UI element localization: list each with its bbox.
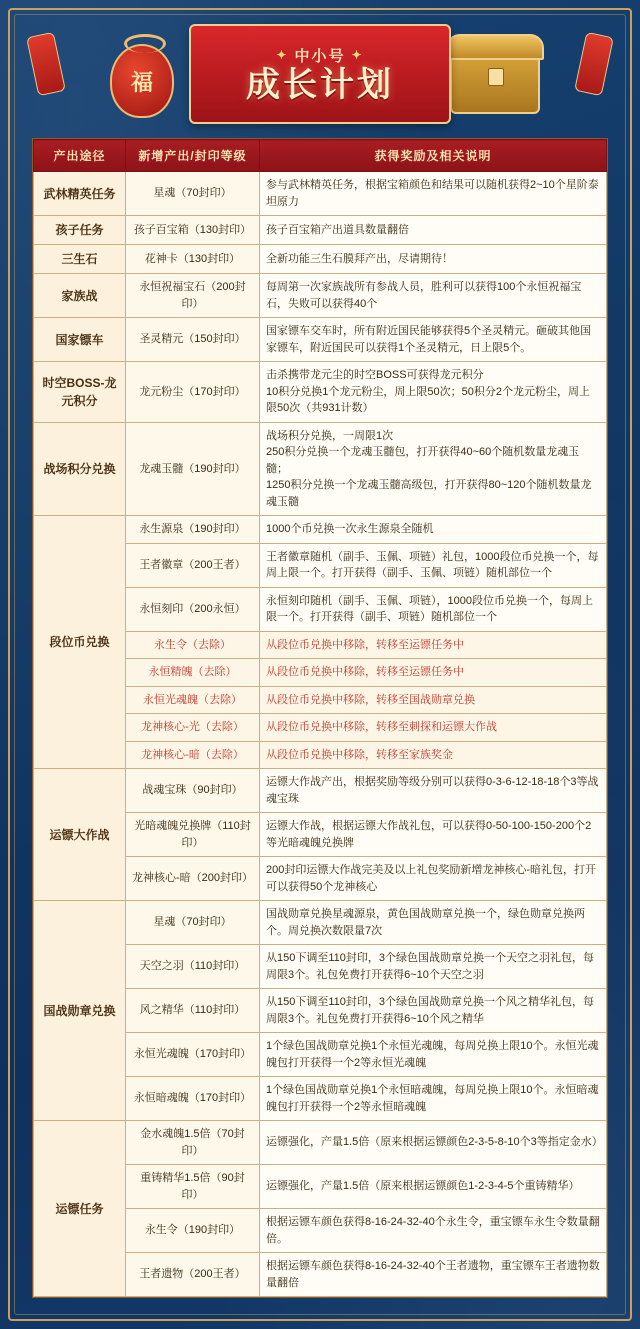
table-row <box>34 274 607 318</box>
row-description: 运镖大作战，根据运镖大作战礼包，可以获得0-50-100-150-200个2等光暗魂魄兑换牌 <box>260 813 607 857</box>
lantern-icon <box>574 32 614 97</box>
content-table-wrap <box>32 138 608 1298</box>
row-description: 永恒刻印随机（副手、玉佩、项链），1000段位币兑换一个，每周上限一个。打开获得（副手、项链）随机部位一个 <box>260 587 607 631</box>
table-row <box>34 362 607 423</box>
row-item-name: 星魂（70封印） <box>126 172 260 216</box>
row-item-name: 永恒暗魂魄（170封印） <box>126 1077 260 1121</box>
row-description: 每周第一次家族战所有参战人员，胜利可以获得100个永恒祝福宝石，失败可以获得40个 <box>260 274 607 318</box>
row-description: 击杀携带龙元尘的时空BOSS可获得龙元积分 10积分兑换1个龙元粉尘，周上限50次；50积分2个龙元粉尘，周上限50次（共931计数） <box>260 362 607 423</box>
row-item-name: 永生令（190封印） <box>126 1209 260 1253</box>
row-description: 根据运镖车颜色获得8-16-24-32-40个永生令，重宝镖车永生令数量翻倍。 <box>260 1209 607 1253</box>
row-description: 运镖强化，产量1.5倍（原来根据运镖颜色2-3-5-8-10个3等指定金水） <box>260 1121 607 1165</box>
row-category: 时空BOSS-龙元积分 <box>34 362 126 423</box>
row-description: 国家镖车交车时，所有附近国民能够获得5个圣灵精元。砸破其他国家镖车，附近国民可以获得1个圣灵精元，日上限5个。 <box>260 318 607 362</box>
row-category: 三生石 <box>34 245 126 274</box>
table-row <box>34 318 607 362</box>
row-description: 从150下调至110封印，3个绿色国战勋章兑换一个风之精华礼包，每周限3个。礼包免费打开获得6~10个风之精华 <box>260 989 607 1033</box>
row-item-name: 金水魂魄1.5倍（70封印） <box>126 1121 260 1165</box>
row-item-name: 光暗魂魄兑换牌（110封印） <box>126 813 260 857</box>
row-item-name: 王者遗物（200王者） <box>126 1253 260 1297</box>
row-item-name: 龙魂玉髓（190封印） <box>126 422 260 516</box>
row-description: 200封印运镖大作战完美及以上礼包奖励新增龙神核心-暗礼包，打开可以获得50个龙神核心 <box>260 857 607 901</box>
table-row <box>34 216 607 245</box>
row-description: 从段位币兑换中移除，转移至刺探和运镖大作战 <box>260 714 607 742</box>
row-description: 孩子百宝箱产出道具数量翻倍 <box>260 216 607 245</box>
row-description: 从段位币兑换中移除，转移至家族奖金 <box>260 741 607 769</box>
row-item-name: 孩子百宝箱（130封印） <box>126 216 260 245</box>
star-icon: ✦ <box>351 48 364 63</box>
content-table <box>33 139 607 1297</box>
row-description: 1个绿色国战勋章兑换1个永恒暗魂魄，每周兑换上限10个。永恒暗魂魄包打开获得一个2等永恒暗魂魄 <box>260 1077 607 1121</box>
row-description: 从段位币兑换中移除，转移至运镖任务中 <box>260 659 607 687</box>
row-item-name: 战魂宝珠（90封印） <box>126 769 260 813</box>
row-description: 运镖大作战产出，根据奖励等级分别可以获得0-3-6-12-18-18个3等战魂宝珠 <box>260 769 607 813</box>
star-icon: ✦ <box>276 48 289 63</box>
row-description: 王者徽章随机（副手、玉佩、项链）礼包，1000段位币兑换一个，每周上限一个。打开获得（副手、玉佩、项链）随机部位一个 <box>260 543 607 587</box>
table-body <box>34 172 607 1297</box>
row-category: 国战勋章兑换 <box>34 901 126 1121</box>
row-category: 孩子任务 <box>34 216 126 245</box>
row-description: 国战勋章兑换星魂源泉，黄色国战勋章兑换一个，绿色勋章兑换两个。周兑换次数限量7次 <box>260 901 607 945</box>
table-row <box>34 901 607 945</box>
row-description: 战场积分兑换，一周限1次 250积分兑换一个龙魂玉髓包，打开获得40~60个随机数量龙魂玉髓； 1250积分兑换一个龙魂玉髓高级包，打开获得80~120个随机数量龙魂玉髓 <box>260 422 607 516</box>
treasure-chest-icon <box>450 48 540 114</box>
row-description: 参与武林精英任务，根据宝箱颜色和结果可以随机获得2~10个星阶泰坦原力 <box>260 172 607 216</box>
row-item-name: 花神卡（130封印） <box>126 245 260 274</box>
row-description: 根据运镖车颜色获得8-16-24-32-40个王者遗物，重宝镖车王者遗物数量翻倍 <box>260 1253 607 1297</box>
column-header-desc: 获得奖励及相关说明 <box>260 140 607 172</box>
column-header-item: 新增产出/封印等级 <box>126 140 260 172</box>
row-item-name: 龙元粉尘（170封印） <box>126 362 260 423</box>
row-category: 武林精英任务 <box>34 172 126 216</box>
row-item-name: 永生令（去除） <box>126 631 260 659</box>
table-row <box>34 422 607 516</box>
table-row <box>34 1121 607 1165</box>
row-item-name: 龙神核心-光（去除） <box>126 714 260 742</box>
pouch-char: 福 <box>130 69 153 95</box>
row-description: 从段位币兑换中移除，转移至运镖任务中 <box>260 631 607 659</box>
row-category: 国家镖车 <box>34 318 126 362</box>
page-title: 成长计划 <box>246 65 394 104</box>
row-description: 从段位币兑换中移除，转移至国战勋章兑换 <box>260 686 607 714</box>
table-row <box>34 769 607 813</box>
row-description: 运镖强化，产量1.5倍（原来根据运镖颜色1-2-3-4-5个重铸精华） <box>260 1165 607 1209</box>
row-item-name: 永恒刻印（200永恒） <box>126 587 260 631</box>
row-category: 运镖任务 <box>34 1121 126 1297</box>
row-item-name: 永恒光魂魄（去除） <box>126 686 260 714</box>
row-item-name: 永恒光魂魄（170封印） <box>126 1033 260 1077</box>
table-row <box>34 172 607 216</box>
row-category: 段位币兑换 <box>34 516 126 769</box>
row-item-name: 永恒祝福宝石（200封印） <box>126 274 260 318</box>
lantern-icon <box>26 32 66 97</box>
row-item-name: 龙神核心-暗（200封印） <box>126 857 260 901</box>
badge <box>276 45 363 66</box>
row-description: 全新功能三生石膜拜产出，尽请期待！ <box>260 245 607 274</box>
table-row <box>34 245 607 274</box>
row-description: 1个绿色国战勋章兑换1个永恒光魂魄，每周兑换上限10个。永恒光魂魄包打开获得一个2等永恒光魂魄 <box>260 1033 607 1077</box>
row-item-name: 重铸精华1.5倍（90封印） <box>126 1165 260 1209</box>
row-description: 从150下调至110封印，3个绿色国战勋章兑换一个天空之羽礼包，每周限3个。礼包免费打开获得6~10个天空之羽 <box>260 945 607 989</box>
row-item-name: 永恒精魄（去除） <box>126 659 260 687</box>
row-description: 1000个币兑换一次永生源泉全随机 <box>260 516 607 544</box>
row-item-name: 龙神核心-暗（去除） <box>126 741 260 769</box>
row-item-name: 天空之羽（110封印） <box>126 945 260 989</box>
row-item-name: 王者徽章（200王者） <box>126 543 260 587</box>
row-category: 战场积分兑换 <box>34 422 126 516</box>
row-item-name: 永生源泉（190封印） <box>126 516 260 544</box>
title-banner <box>189 24 451 124</box>
badge-text: 中小号 <box>294 47 346 65</box>
row-category: 运镖大作战 <box>34 769 126 901</box>
column-header-source: 产出途径 <box>34 140 126 172</box>
table-header-row <box>34 140 607 172</box>
table-row <box>34 516 607 544</box>
row-item-name: 圣灵精元（150封印） <box>126 318 260 362</box>
money-pouch-icon <box>110 44 174 118</box>
row-item-name: 风之精华（110封印） <box>126 989 260 1033</box>
row-item-name: 星魂（70封印） <box>126 901 260 945</box>
poster-header <box>14 14 626 132</box>
row-category: 家族战 <box>34 274 126 318</box>
